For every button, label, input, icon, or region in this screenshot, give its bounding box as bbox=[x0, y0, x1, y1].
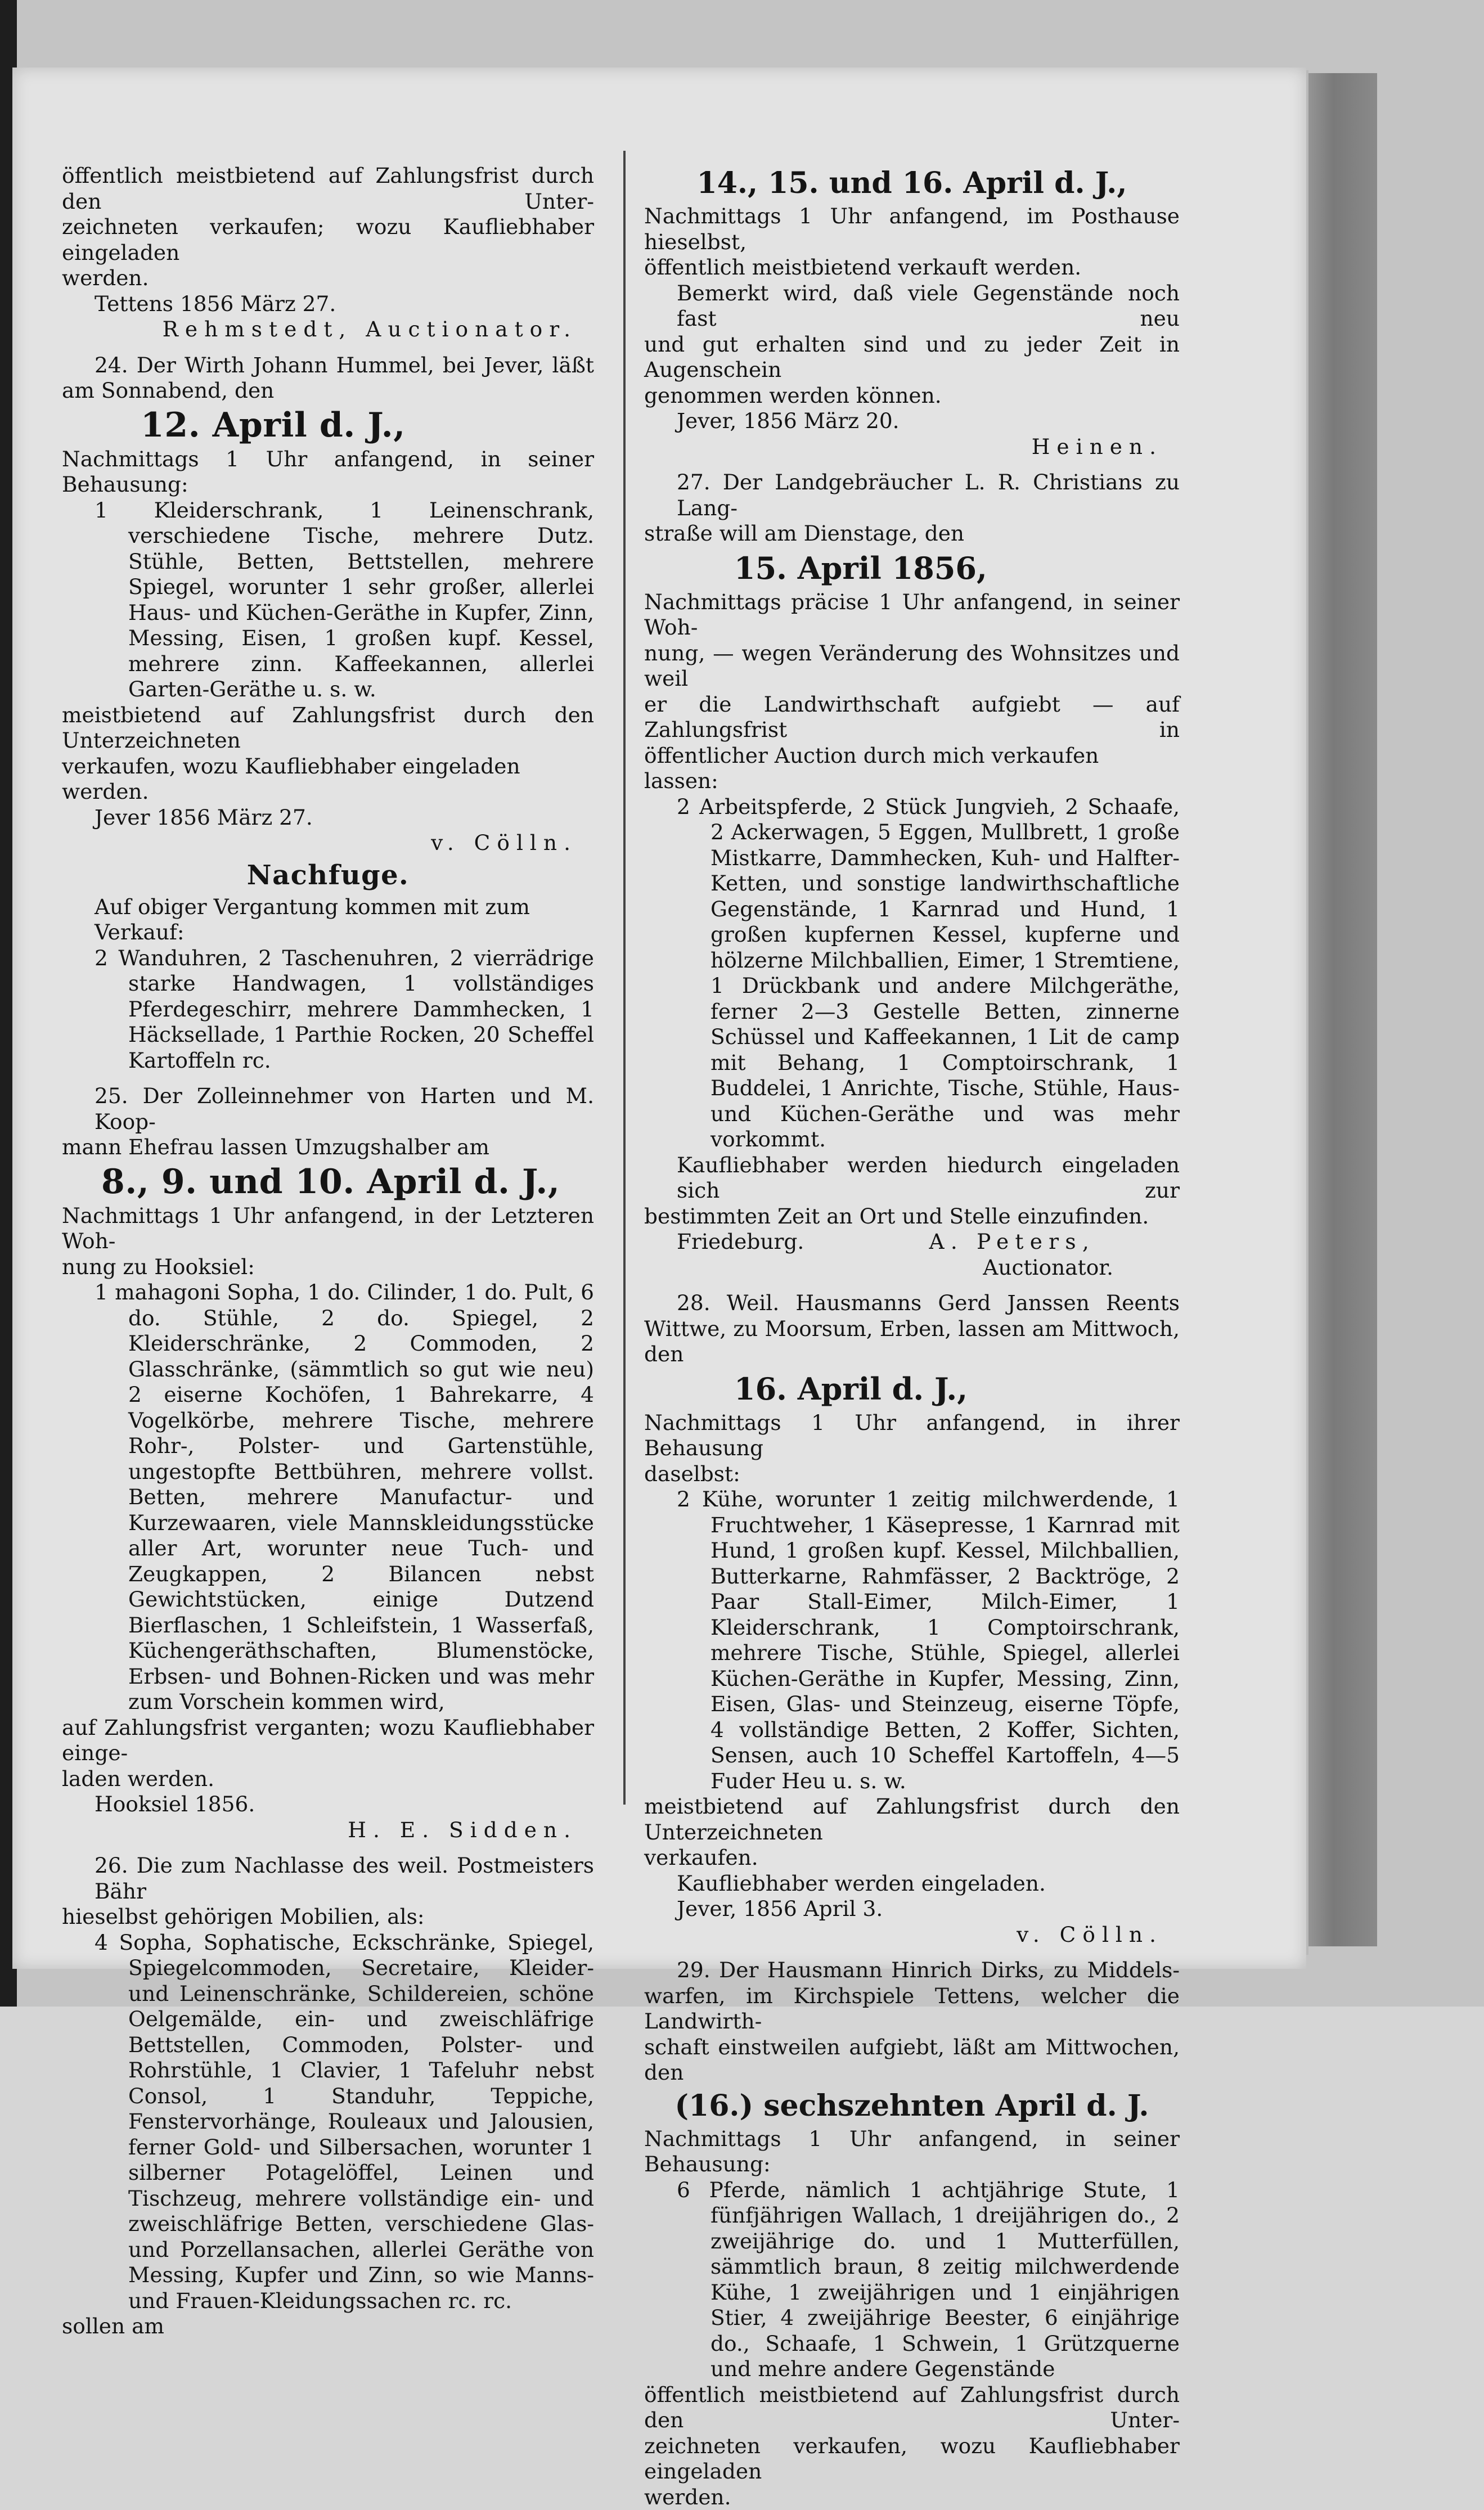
dateline: Tettens 1856 März 27. bbox=[62, 291, 594, 317]
notice-29-items: 6 Pferde, nämlich 1 achtjährige Stute, 1 fünfjährigen Wallach, 1 dreijährigen do., 2 zweijährige do. und 1 Mutterfüllen, sämmtlich braun, 8 zeitig milchwerdende Kühe, 1 zweijährigen und 1 einjährigen Stier, 4 zweijährige Beester, 6 einjährige do., Schaafe, 1 Schwein, 1 Grützquerne und mehre andere Gegenstände bbox=[644, 2178, 1180, 2382]
text-line: Wittwe, zu Moorsum, Erben, lassen am Mittwoch, den bbox=[644, 1316, 1180, 1368]
notice-26-date-heading: 14., 15. und 16. April d. J., bbox=[644, 163, 1180, 204]
text-line: Kaufliebhaber werden hiedurch eingeladen sich zur bbox=[644, 1153, 1180, 1204]
dateline: Jever, 1856 März 20. bbox=[644, 408, 1180, 434]
signature: v. Cölln. bbox=[644, 1922, 1180, 1948]
text-line: Bemerkt wird, daß viele Gegenstände noch fast neu bbox=[644, 281, 1180, 332]
text-line: Nachmittags 1 Uhr anfangend, in seiner Behausung: bbox=[644, 2126, 1180, 2178]
notice-25-date-heading: 8., 9. und 10. April d. J., bbox=[62, 1160, 594, 1203]
text-line: meistbietend auf Zahlungsfrist durch den Unterzeichneten bbox=[62, 703, 594, 754]
text-line: öffentlich meistbietend auf Zahlungsfrist durch den Unter- bbox=[62, 163, 594, 214]
notice-25-items: 1 mahagoni Sopha, 1 do. Cilinder, 1 do. Pult, 6 do. Stühle, 2 do. Spiegel, 2 Kleiderschränke, 2 Commoden, 2 Glasschränke, (sämmtlich so gut wie neu) 2 eiserne Kochöfen, 1 Bahrekarre, 4 Vogelkörbe, mehrere Tische, mehrere Rohr-, Polster- und Gartenstühle, ungestopfte Bettbühren, mehrere vollst. Betten, mehrere Manufactur- und Kurzewaaren, viele Mannskleidungsstücke aller Art, worunter neue Tuch- und Zeugkappen, 2 Bilancen nebst Gewichtstücken, einige Dutzend Bierflaschen, 1 Schleifstein, 1 Wasserfaß, Küchengeräthschaften, Blumenstöcke, Erbsen- und Bohnen-Ricken und was mehr zum Vorschein kommen wird, bbox=[62, 1280, 594, 1715]
text-line: am Sonnabend, den bbox=[62, 378, 594, 404]
dateline: Hooksiel 1856. bbox=[62, 1792, 594, 1818]
text-line: schaft einstweilen aufgiebt, läßt am Mittwochen, den bbox=[644, 2035, 1180, 2086]
text-line: auf Zahlungsfrist verganten; wozu Kaufliebhaber einge- bbox=[62, 1715, 594, 1766]
text-line: werden. bbox=[62, 266, 594, 291]
signature: Rehmstedt, Auctionator. bbox=[62, 317, 594, 343]
notice-27-items: 2 Arbeitspferde, 2 Stück Jungvieh, 2 Schaafe, 2 Ackerwagen, 5 Eggen, Mullbrett, 1 große Mistkarre, Dammhecken, Kuh- und Halfter-Ketten, und sonstige landwirthschaftliche Gegenstände, 1 Karnrad und Hund, 1 großen kupfernen Kessel, kupferne und hölzerne Milchballien, Eimer, 1 Stremtiene, 1 Drückbank und andere Milchgeräthe, ferner 2—3 Gestelle Betten, zinnerne Schüssel und Kaffeekannen, 1 Lit de camp mit Behang, 1 Comptoirschrank, 1 Buddelei, 1 Anrichte, Tische, Stühle, Haus- und Küchen-Geräthe und was mehr vorkommt. bbox=[644, 794, 1180, 1153]
notice-27-date-heading: 15. April 1856, bbox=[644, 547, 1180, 590]
text-line: bestimmten Zeit an Ort und Stelle einzufinden. bbox=[644, 1204, 1180, 1230]
signature: v. Cölln. bbox=[62, 830, 594, 856]
signature-title: Auctionator. bbox=[644, 1255, 1180, 1281]
notice-24-date-heading: 12. April d. J., bbox=[62, 404, 594, 447]
text-line: mann Ehefrau lassen Umzugshalber am bbox=[62, 1135, 594, 1160]
text-line: Auf obiger Vergantung kommen mit zum Verkauf: bbox=[62, 894, 594, 946]
text-line: nung zu Hooksiel: bbox=[62, 1254, 594, 1280]
text-line: Nachmittags 1 Uhr anfangend, in seiner Behausung: bbox=[62, 447, 594, 498]
text-line: zeichneten verkaufen; wozu Kaufliebhaber eingeladen bbox=[62, 214, 594, 266]
notice-26-items: 4 Sopha, Sophatische, Eckschränke, Spiegel, Spiegelcommoden, Secretaire, Kleider- und Leinenschränke, Schildereien, schöne Oelgemälde, ein- und zweischläfrige Bettstellen, Commoden, Polster- und Rohrstühle, 1 Clavier, 1 Tafeluhr nebst Consol, 1 Standuhr, Teppiche, Fenstervorhänge, Rouleaux und Jalousien, ferner Gold- und Silbersachen, worunter 1 silberner Potagelöffel, Leinen und Tischzeug, mehrere vollständige ein- und zweischläfrige Betten, verschiedene Glas- und Porzellansachen, allerlei Geräthe von Messing, Kupfer und Zinn, so wie Manns- und Frauen-Kleidungssachen rc. rc. bbox=[62, 1930, 594, 2314]
notice-25-intro: 25. Der Zolleinnehmer von Harten und M. Koop- bbox=[62, 1083, 594, 1135]
text-line: meistbietend auf Zahlungsfrist durch den Unterzeichneten bbox=[644, 1794, 1180, 1845]
text-line: verkaufen. bbox=[644, 1845, 1180, 1871]
text-line: werden. bbox=[644, 2485, 1180, 2510]
text-line: genommen werden können. bbox=[644, 383, 1180, 409]
text-line: er die Landwirthschaft aufgiebt — auf Zahlungsfrist in bbox=[644, 692, 1180, 743]
text-line: sollen am bbox=[62, 2314, 594, 2340]
text-line: laden werden. bbox=[62, 1766, 594, 1792]
right-column bbox=[644, 163, 1180, 2510]
left-column bbox=[62, 163, 594, 2340]
text-line: daselbst: bbox=[644, 1461, 1180, 1487]
nachfuge-heading: Nachfuge. bbox=[62, 856, 594, 894]
notice-24-items: 1 Kleiderschrank, 1 Leinenschrank, verschiedene Tische, mehrere Dutz. Stühle, Betten, Bettstellen, mehrere Spiegel, worunter 1 sehr großer, allerlei Haus- und Küchen-Geräthe in Kupfer, Zinn, Messing, Eisen, 1 großen kupf. Kessel, mehrere zinn. Kaffeekannen, allerlei Garten-Geräthe u. s. w. bbox=[62, 498, 594, 703]
text-line: warfen, im Kirchspiele Tettens, welcher die Landwirth- bbox=[644, 1983, 1180, 2035]
text-line: Nachmittags 1 Uhr anfangend, im Posthause hieselbst, bbox=[644, 204, 1180, 255]
text-line: nung, — wegen Veränderung des Wohnsitzes und weil bbox=[644, 641, 1180, 692]
signature: Heinen. bbox=[644, 434, 1180, 460]
notice-29-date-heading: (16.) sechszehnten April d. J. bbox=[644, 2086, 1180, 2126]
text-line: öffentlich meistbietend auf Zahlungsfrist durch den Unter- bbox=[644, 2382, 1180, 2433]
book-binding-edge bbox=[1304, 73, 1377, 1946]
signature: H. E. Sidden. bbox=[62, 1818, 594, 1843]
text-line: öffentlicher Auction durch mich verkaufen lassen: bbox=[644, 743, 1180, 794]
column-rule bbox=[623, 151, 626, 1805]
nachfuge-items: 2 Wanduhren, 2 Taschenuhren, 2 vierrädrige starke Handwagen, 1 vollständiges Pferdegeschirr, mehrere Dammhecken, 1 Häcksellade, 1 Parthie Rocken, 20 Scheffel Kartoffeln rc. bbox=[62, 946, 594, 1074]
notice-26-intro: 26. Die zum Nachlasse des weil. Postmeisters Bähr bbox=[62, 1853, 594, 1904]
notice-28-items: 2 Kühe, worunter 1 zeitig milchwerdende, 1 Fruchtweher, 1 Käsepresse, 1 Karnrad mit Hund, 1 großen kupf. Kessel, Milchballien, Butterkarne, Rahmfässer, 2 Backtröge, 2 Paar Stall-Eimer, Milch-Eimer, 1 Kleiderschrank, 1 Comptoirschrank, mehrere Tische, Stühle, Spiegel, allerlei Küchen-Geräthe in Kupfer, Messing, Zinn, Eisen, Glas- und Steinzeug, eiserne Töpfe, 4 vollständige Betten, 2 Koffer, Sichten, Sensen, auch 10 Scheffel Kartoffeln, 4—5 Fuder Heu u. s. w. bbox=[644, 1487, 1180, 1794]
text-line: zeichneten verkaufen, wozu Kaufliebhaber eingeladen bbox=[644, 2433, 1180, 2485]
text-line: Nachmittags präcise 1 Uhr anfangend, in seiner Woh- bbox=[644, 590, 1180, 641]
text-line: Nachmittags 1 Uhr anfangend, in der Letzteren Woh- bbox=[62, 1203, 594, 1254]
dateline: Friedeburg. bbox=[644, 1229, 804, 1255]
signature: A. Peters, bbox=[929, 1229, 1180, 1255]
dateline: Jever 1856 März 27. bbox=[62, 805, 594, 831]
notice-28-intro: 28. Weil. Hausmanns Gerd Janssen Reents bbox=[644, 1290, 1180, 1316]
text-line: Kaufliebhaber werden eingeladen. bbox=[644, 1871, 1180, 1897]
text-line: hieselbst gehörigen Mobilien, als: bbox=[62, 1904, 594, 1930]
text-line: straße will am Dienstage, den bbox=[644, 521, 1180, 547]
notice-27-intro: 27. Der Landgebräucher L. R. Christians zu Lang- bbox=[644, 470, 1180, 521]
notice-24-intro: 24. Der Wirth Johann Hummel, bei Jever, läßt bbox=[62, 353, 594, 379]
notice-28-date-heading: 16. April d. J., bbox=[644, 1368, 1180, 1410]
text-line: Nachmittags 1 Uhr anfangend, in ihrer Behausung bbox=[644, 1410, 1180, 1461]
dateline: Jever, 1856 April 3. bbox=[644, 1896, 1180, 1922]
text-line: verkaufen, wozu Kaufliebhaber eingeladen werden. bbox=[62, 754, 594, 805]
notice-29-intro: 29. Der Hausmann Hinrich Dirks, zu Middels- bbox=[644, 1958, 1180, 1983]
text-line: öffentlich meistbietend verkauft werden. bbox=[644, 255, 1180, 281]
text-line: und gut erhalten sind und zu jeder Zeit in Augenschein bbox=[644, 332, 1180, 383]
